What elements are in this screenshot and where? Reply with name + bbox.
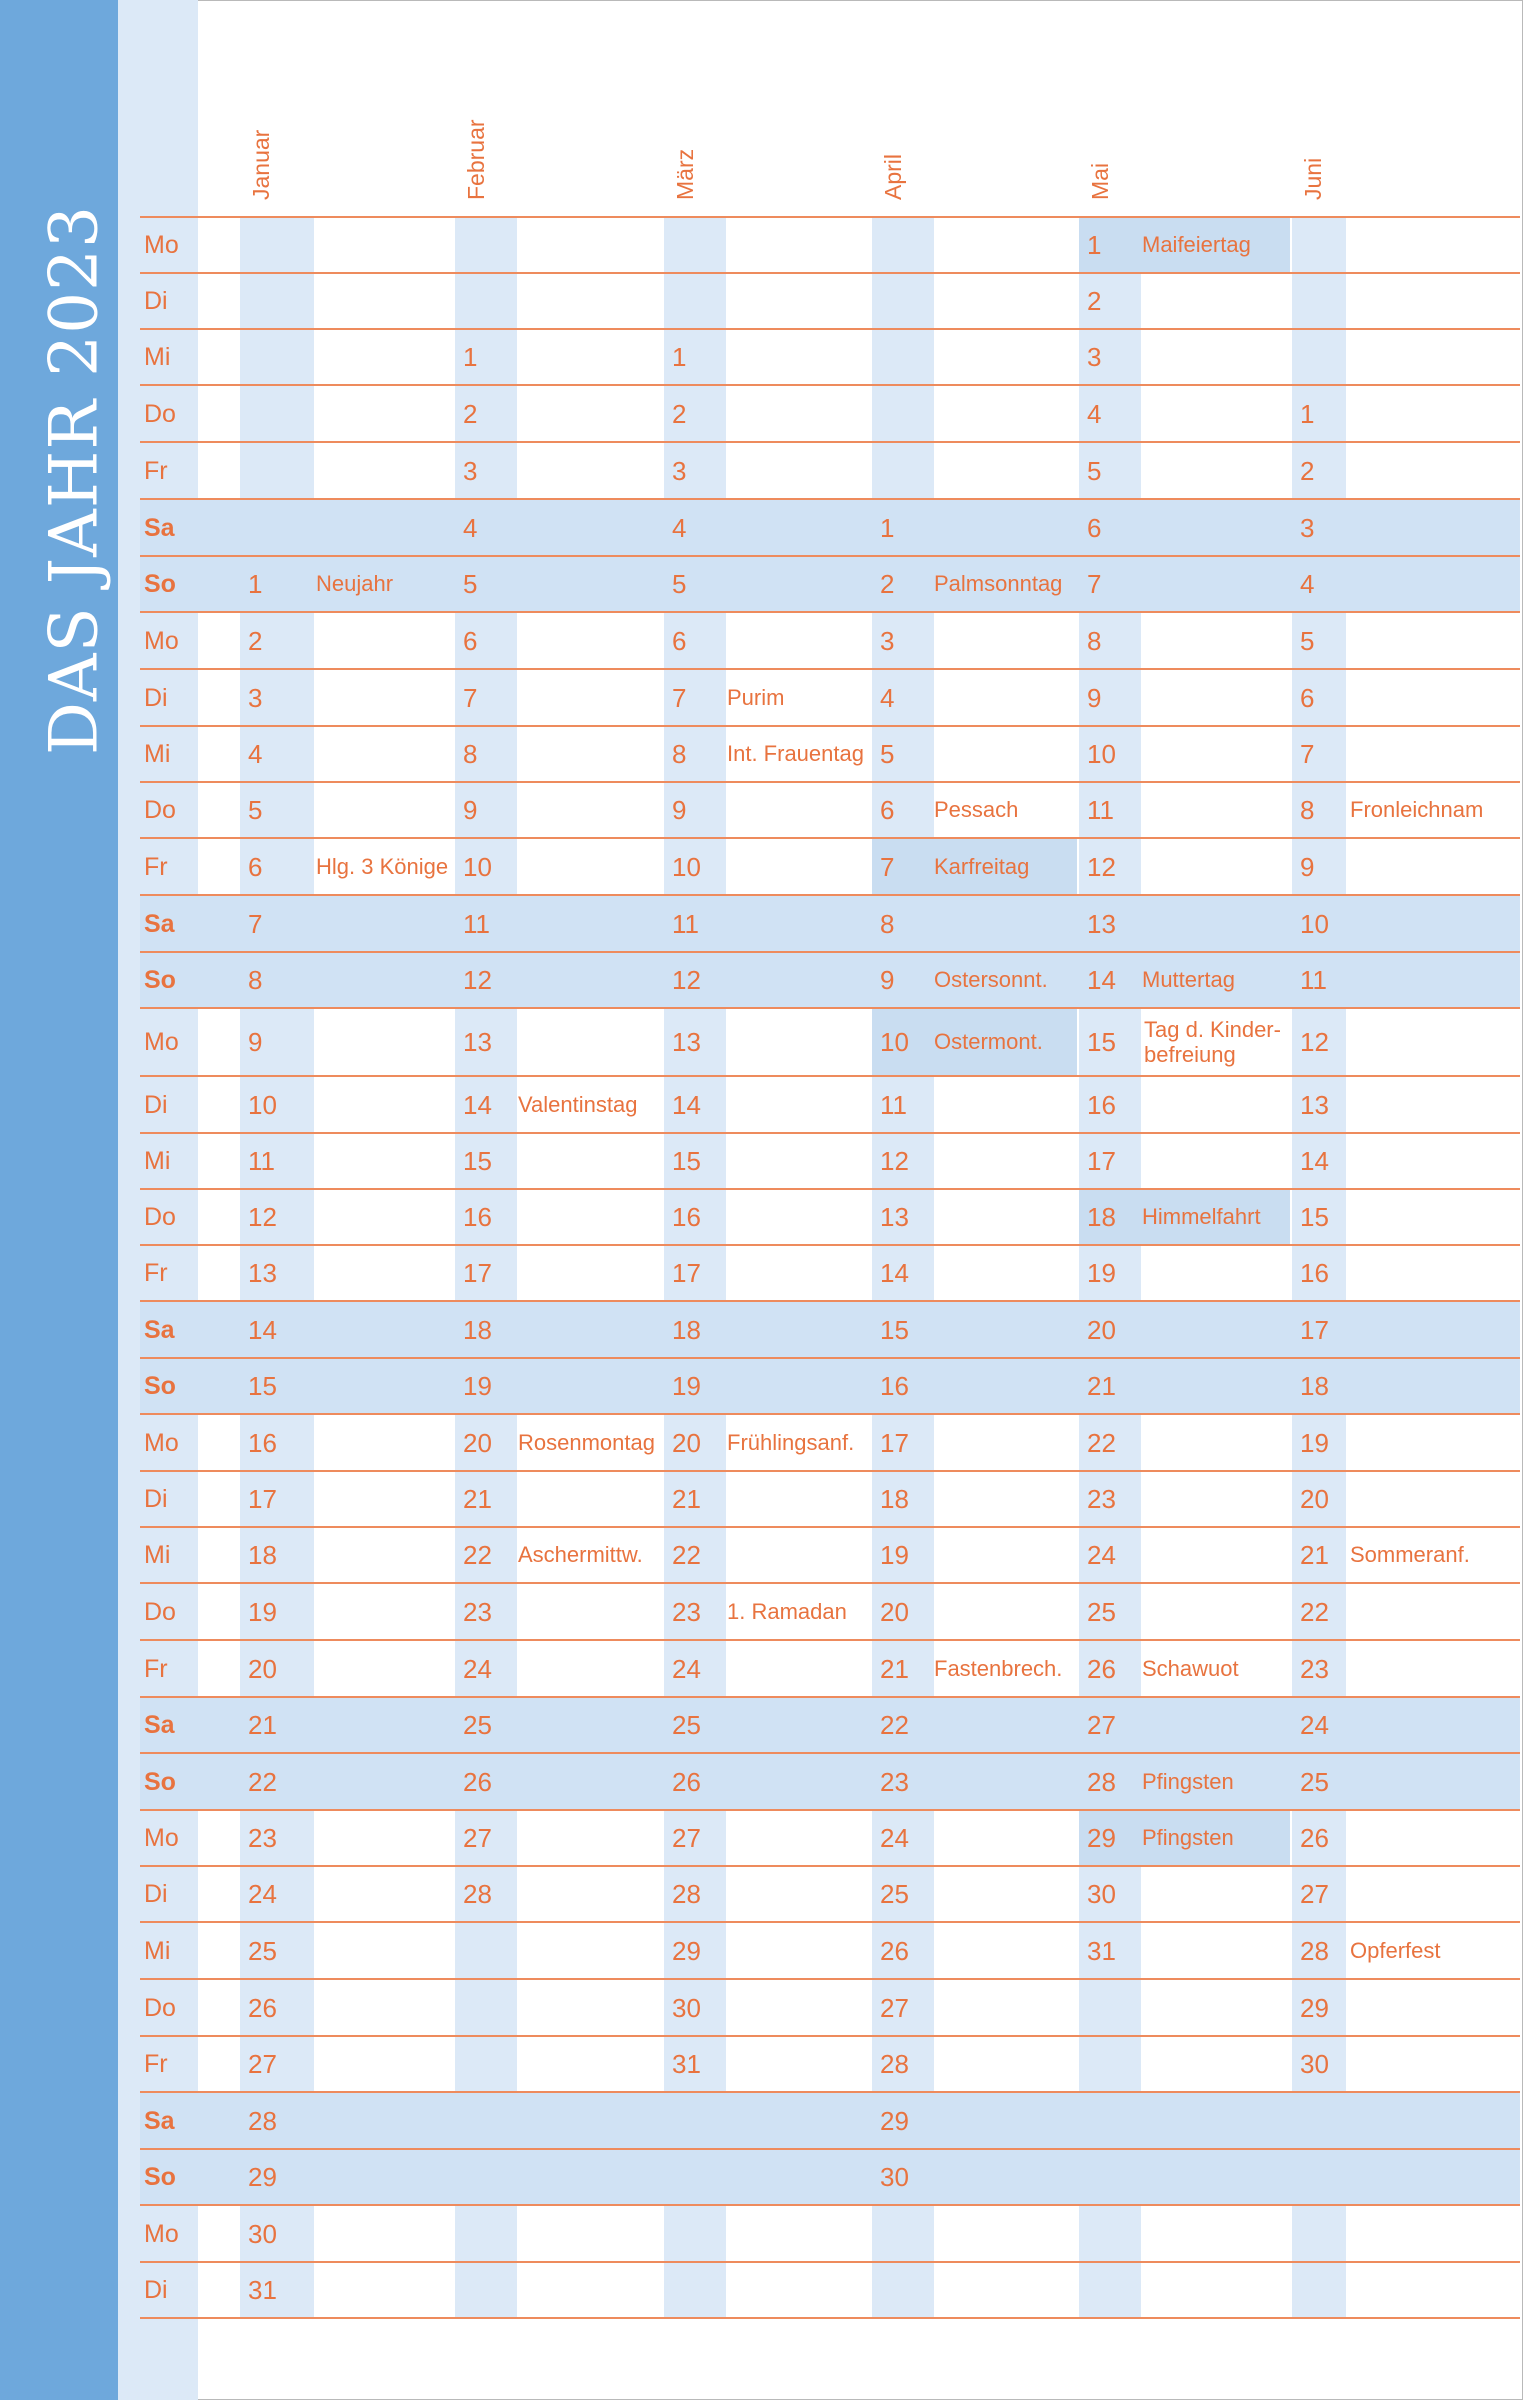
grid-line xyxy=(140,1188,1520,1190)
day-number: 17 xyxy=(1087,1146,1116,1176)
day-number: 30 xyxy=(880,2162,909,2192)
holiday-label: Maifeiertag xyxy=(1142,232,1251,257)
weekday-label: Sa xyxy=(144,909,175,938)
weekday-label: Mo xyxy=(144,2219,179,2248)
day-number: 3 xyxy=(1300,512,1315,543)
day-number: 18 xyxy=(1300,1371,1329,1401)
day-number: 16 xyxy=(463,1202,492,1232)
day-number: 7 xyxy=(672,682,687,713)
day-number: 12 xyxy=(880,1146,909,1176)
grid-line xyxy=(140,2035,1520,2037)
day-number: 29 xyxy=(672,1935,701,1966)
holiday-label: Frühlingsanf. xyxy=(727,1429,855,1455)
day-number: 17 xyxy=(463,1258,492,1288)
weekday-label: Mo xyxy=(144,1028,179,1056)
day-number: 11 xyxy=(463,908,490,939)
day-number: 5 xyxy=(248,795,263,825)
day-number: 19 xyxy=(1087,1258,1116,1288)
weekend-band xyxy=(140,2149,1520,2205)
weekday-label: Di xyxy=(144,1880,168,1908)
day-number: 10 xyxy=(248,1089,277,1120)
day-number: 9 xyxy=(248,1027,263,1057)
day-number: 6 xyxy=(1087,512,1102,543)
weekday-label: Mi xyxy=(144,1541,171,1569)
day-number: 11 xyxy=(1300,965,1327,995)
month-header: Mai xyxy=(1087,162,1113,200)
day-number: 28 xyxy=(1300,1935,1329,1966)
day-number: 2 xyxy=(248,625,263,656)
day-number: 10 xyxy=(880,1027,909,1057)
day-number: 7 xyxy=(1087,569,1102,599)
weekday-label: Di xyxy=(144,683,168,712)
weekday-label: Di xyxy=(144,1090,168,1119)
day-number: 26 xyxy=(672,1766,701,1797)
day-number: 10 xyxy=(1087,739,1116,769)
grid-line xyxy=(140,2091,1520,2093)
grid-line xyxy=(140,555,1520,557)
day-number: 28 xyxy=(1087,1766,1116,1797)
weekday-label: Fr xyxy=(144,456,168,485)
day-number: 24 xyxy=(248,1879,277,1909)
day-number: 28 xyxy=(463,1879,492,1909)
grid-line xyxy=(140,668,1520,670)
day-number: 9 xyxy=(1087,682,1102,713)
day-number: 21 xyxy=(880,1653,909,1684)
day-number: 9 xyxy=(463,795,478,825)
day-number: 3 xyxy=(672,455,687,486)
month-header: April xyxy=(880,153,906,200)
day-number: 21 xyxy=(248,1710,277,1740)
holiday-label xyxy=(1144,1018,1294,1067)
holiday-label: Neujahr xyxy=(316,571,394,596)
weekday-label: Mi xyxy=(144,1147,171,1175)
day-number: 28 xyxy=(880,2049,909,2079)
day-number: 22 xyxy=(248,1766,277,1797)
day-number: 1 xyxy=(672,342,687,372)
day-number: 7 xyxy=(1300,739,1315,769)
day-number: 13 xyxy=(1300,1089,1329,1120)
day-number: 10 xyxy=(1300,908,1329,939)
day-number: 12 xyxy=(1087,851,1116,882)
day-number: 22 xyxy=(880,1710,909,1740)
holiday-label-line: befreiung xyxy=(1144,1041,1236,1067)
day-number: 4 xyxy=(1300,569,1315,599)
day-number: 21 xyxy=(672,1484,701,1514)
weekday-label: Fr xyxy=(144,852,168,881)
holiday-label-line: Tag d. Kinder- xyxy=(1144,1017,1281,1042)
day-number: 8 xyxy=(880,908,895,939)
day-number: 26 xyxy=(1087,1653,1116,1684)
holiday-label: Pfingsten xyxy=(1142,1825,1234,1850)
weekday-label: Sa xyxy=(144,513,175,542)
weekday-label: Mi xyxy=(144,343,171,371)
day-number: 17 xyxy=(672,1258,701,1288)
day-number: 13 xyxy=(248,1258,277,1288)
weekday-label: Do xyxy=(144,1203,176,1231)
day-number: 19 xyxy=(672,1371,701,1401)
day-number: 23 xyxy=(672,1596,701,1627)
weekday-label: Di xyxy=(144,2276,168,2304)
holiday-label: Valentinstag xyxy=(518,1091,638,1117)
grid-line xyxy=(140,1470,1520,1472)
day-number: 14 xyxy=(463,1089,492,1120)
day-number: 4 xyxy=(672,512,687,543)
grid-line xyxy=(140,1639,1520,1641)
day-number: 13 xyxy=(672,1027,701,1057)
grid-line xyxy=(140,1526,1520,1528)
grid-line xyxy=(140,1007,1520,1009)
weekday-label: Fr xyxy=(144,1259,168,1287)
weekday-label: Di xyxy=(144,1485,168,1513)
weekday-label: So xyxy=(144,966,176,994)
day-number: 26 xyxy=(880,1935,909,1966)
day-number: 19 xyxy=(880,1540,909,1570)
day-number: 29 xyxy=(1087,1823,1116,1853)
weekday-label: So xyxy=(144,1372,176,1400)
day-number: 16 xyxy=(1087,1089,1116,1120)
day-number: 30 xyxy=(1300,2049,1329,2079)
day-number: 27 xyxy=(672,1823,701,1853)
weekday-label: Mi xyxy=(144,1936,171,1965)
day-number: 24 xyxy=(1300,1710,1329,1740)
weekday-label: Do xyxy=(144,1993,176,2022)
holiday-label: Palmsonntag xyxy=(934,571,1063,596)
day-number: 23 xyxy=(463,1596,492,1627)
day-number: 21 xyxy=(1300,1540,1329,1570)
holiday-label: Schawuot xyxy=(1142,1655,1239,1681)
day-number: 17 xyxy=(248,1484,277,1514)
month-header: Januar xyxy=(248,129,274,200)
grid-line xyxy=(140,1809,1520,1811)
grid-line xyxy=(140,2317,1520,2319)
grid-line xyxy=(140,1132,1520,1134)
grid-line xyxy=(140,1865,1520,1867)
day-number: 24 xyxy=(880,1823,909,1853)
day-number: 22 xyxy=(1087,1427,1116,1458)
day-number: 16 xyxy=(672,1202,701,1232)
day-number: 5 xyxy=(1300,625,1315,656)
day-number: 18 xyxy=(1087,1202,1116,1232)
day-number: 20 xyxy=(248,1653,277,1684)
grid-line xyxy=(140,272,1520,274)
weekday-label: Do xyxy=(144,1597,176,1626)
day-number: 25 xyxy=(248,1935,277,1966)
page-title: DAS JAHR 2023 xyxy=(35,204,113,756)
day-number: 4 xyxy=(248,739,263,769)
holiday-label: Hlg. 3 Könige xyxy=(316,853,449,879)
day-number: 31 xyxy=(248,2275,277,2305)
day-number: 16 xyxy=(1300,1258,1329,1288)
day-number: 1 xyxy=(463,342,478,372)
grid-line xyxy=(140,1921,1520,1923)
day-number: 4 xyxy=(1087,398,1102,429)
grid-line xyxy=(140,781,1520,783)
day-number: 20 xyxy=(463,1427,492,1458)
day-number: 20 xyxy=(672,1427,701,1458)
day-number: 9 xyxy=(1300,851,1315,882)
month-header: Juni xyxy=(1300,157,1326,200)
day-number: 23 xyxy=(880,1766,909,1797)
day-number: 8 xyxy=(672,739,687,769)
day-number: 6 xyxy=(672,625,687,656)
day-number: 7 xyxy=(880,851,895,882)
holiday-label: Muttertag xyxy=(1142,967,1235,992)
weekday-label: Mo xyxy=(144,231,179,259)
day-number: 18 xyxy=(248,1540,277,1570)
day-number: 2 xyxy=(1087,286,1102,316)
day-number: 5 xyxy=(1087,455,1102,486)
day-number: 28 xyxy=(672,1879,701,1909)
day-number: 6 xyxy=(1300,682,1315,713)
month-header: Februar xyxy=(463,119,489,200)
holiday-label: Sommeranf. xyxy=(1350,1542,1470,1567)
day-number: 15 xyxy=(1087,1027,1116,1057)
day-number: 12 xyxy=(672,965,701,995)
weekday-label: Sa xyxy=(144,2106,175,2135)
grid-line xyxy=(140,2148,1520,2150)
day-number: 19 xyxy=(463,1371,492,1401)
day-number: 27 xyxy=(880,1992,909,2023)
day-number: 29 xyxy=(1300,1992,1329,2023)
day-number: 15 xyxy=(1300,1202,1329,1232)
day-number: 11 xyxy=(880,1089,907,1120)
day-number: 3 xyxy=(1087,342,1102,372)
day-number: 1 xyxy=(1087,230,1102,260)
grid-line xyxy=(140,1413,1520,1415)
day-number: 29 xyxy=(248,2162,277,2192)
day-number: 9 xyxy=(880,965,895,995)
weekday-label: So xyxy=(144,2163,176,2191)
day-number: 7 xyxy=(463,682,478,713)
weekday-label: Mi xyxy=(144,740,171,768)
weekday-label: Mo xyxy=(144,626,179,655)
holiday-label: Purim xyxy=(727,684,785,710)
grid-line xyxy=(140,1582,1520,1584)
month-header: März xyxy=(672,148,698,200)
day-number: 6 xyxy=(463,625,478,656)
grid-line xyxy=(140,1752,1520,1754)
holiday-label: Pfingsten xyxy=(1142,1768,1234,1794)
day-number: 5 xyxy=(463,569,478,599)
day-number: 23 xyxy=(248,1823,277,1853)
day-number: 13 xyxy=(1087,908,1116,939)
grid-line xyxy=(140,951,1520,953)
weekday-label: Fr xyxy=(144,1654,168,1683)
day-number: 18 xyxy=(672,1314,701,1345)
day-number: 5 xyxy=(672,569,687,599)
day-number: 1 xyxy=(248,569,263,599)
weekday-label: Mo xyxy=(144,1824,179,1852)
grid-line xyxy=(140,611,1520,613)
weekday-label: So xyxy=(144,1767,176,1796)
weekday-label: Di xyxy=(144,287,168,315)
day-number: 11 xyxy=(672,908,699,939)
day-number: 14 xyxy=(880,1258,909,1288)
day-number: 30 xyxy=(248,2218,277,2249)
weekend-band xyxy=(140,2092,1520,2149)
grid-line xyxy=(140,837,1520,839)
day-number: 26 xyxy=(1300,1823,1329,1853)
weekday-label: Fr xyxy=(144,2050,168,2078)
day-number: 2 xyxy=(463,398,478,429)
day-number: 20 xyxy=(880,1596,909,1627)
day-number: 4 xyxy=(880,682,895,713)
day-number: 15 xyxy=(880,1314,909,1345)
day-number: 12 xyxy=(463,965,492,995)
grid-line xyxy=(140,498,1520,500)
weekday-label: Sa xyxy=(144,1711,175,1739)
day-number: 6 xyxy=(248,851,263,882)
day-number: 2 xyxy=(880,569,895,599)
day-number: 26 xyxy=(248,1992,277,2023)
weekday-label: So xyxy=(144,570,176,598)
day-number: 22 xyxy=(463,1540,492,1570)
day-number: 19 xyxy=(248,1596,277,1627)
grid-line xyxy=(140,1244,1520,1246)
grid-line xyxy=(140,1696,1520,1698)
day-number: 1 xyxy=(1300,398,1315,429)
holiday-label: Int. Frauentag xyxy=(727,741,864,766)
weekday-label: Mo xyxy=(144,1428,179,1457)
day-number: 14 xyxy=(1300,1146,1329,1176)
day-number: 3 xyxy=(880,625,895,656)
day-number: 3 xyxy=(248,682,263,713)
day-number: 24 xyxy=(463,1653,492,1684)
day-number: 14 xyxy=(672,1089,701,1120)
day-number: 4 xyxy=(463,512,478,543)
day-number: 11 xyxy=(248,1146,275,1176)
day-number: 18 xyxy=(880,1484,909,1514)
day-number: 20 xyxy=(1300,1484,1329,1514)
day-number: 25 xyxy=(880,1879,909,1909)
day-number: 18 xyxy=(463,1314,492,1345)
grid-line xyxy=(140,328,1520,330)
day-number: 8 xyxy=(463,739,478,769)
grid-line xyxy=(140,1357,1520,1359)
grid-line xyxy=(140,441,1520,443)
day-number: 21 xyxy=(463,1484,492,1514)
holiday-label: Karfreitag xyxy=(934,853,1030,879)
grid-line xyxy=(140,1075,1520,1077)
day-number: 10 xyxy=(463,851,492,882)
holiday-label: Rosenmontag xyxy=(518,1429,655,1455)
day-number: 13 xyxy=(880,1202,909,1232)
grid-line xyxy=(140,1300,1520,1302)
day-number: 25 xyxy=(463,1710,492,1740)
holiday-label: Ostermont. xyxy=(934,1029,1043,1054)
day-number: 7 xyxy=(248,908,263,939)
grid-line xyxy=(140,2261,1520,2263)
day-number: 27 xyxy=(1300,1879,1329,1909)
day-number: 15 xyxy=(248,1371,277,1401)
day-number: 31 xyxy=(672,2049,701,2079)
day-number: 31 xyxy=(1087,1935,1116,1966)
day-number: 20 xyxy=(1087,1314,1116,1345)
grid-line xyxy=(140,216,1520,218)
day-number: 30 xyxy=(672,1992,701,2023)
day-number: 15 xyxy=(672,1146,701,1176)
day-number: 25 xyxy=(1087,1596,1116,1627)
day-number: 24 xyxy=(1087,1540,1116,1570)
day-number: 19 xyxy=(1300,1427,1329,1458)
day-number: 26 xyxy=(463,1766,492,1797)
day-number: 5 xyxy=(880,739,895,769)
day-number: 16 xyxy=(248,1427,277,1458)
grid-line xyxy=(140,894,1520,896)
day-number: 12 xyxy=(1300,1027,1329,1057)
grid-line xyxy=(140,384,1520,386)
holiday-label: Pessach xyxy=(934,797,1019,822)
day-number: 17 xyxy=(1300,1314,1329,1345)
day-number: 1 xyxy=(880,512,895,543)
holiday-label: Himmelfahrt xyxy=(1142,1204,1261,1229)
day-number: 27 xyxy=(248,2049,277,2079)
weekday-label: Do xyxy=(144,399,176,428)
weekday-label: Sa xyxy=(144,1315,175,1344)
day-number: 11 xyxy=(1087,795,1114,825)
day-number: 2 xyxy=(672,398,687,429)
day-number: 30 xyxy=(1087,1879,1116,1909)
holiday-label: Aschermittw. xyxy=(518,1542,643,1567)
day-number: 28 xyxy=(248,2105,277,2136)
day-number: 23 xyxy=(1087,1484,1116,1514)
day-number: 8 xyxy=(248,965,263,995)
holiday-label: Fastenbrech. xyxy=(934,1655,1063,1681)
day-number: 27 xyxy=(1087,1710,1116,1740)
holiday-label: Fronleichnam xyxy=(1350,797,1484,822)
day-number: 25 xyxy=(1300,1766,1329,1797)
day-number: 9 xyxy=(672,795,687,825)
day-number: 10 xyxy=(672,851,701,882)
day-number: 25 xyxy=(672,1710,701,1740)
day-number: 22 xyxy=(672,1540,701,1570)
day-number: 22 xyxy=(1300,1596,1329,1627)
weekday-label: Do xyxy=(144,796,176,824)
day-number: 17 xyxy=(880,1427,909,1458)
holiday-label: 1. Ramadan xyxy=(727,1598,847,1624)
day-number: 14 xyxy=(1087,965,1116,995)
grid-line xyxy=(140,2204,1520,2206)
day-number: 15 xyxy=(463,1146,492,1176)
day-number: 29 xyxy=(880,2105,909,2136)
day-number: 14 xyxy=(248,1314,277,1345)
day-number: 2 xyxy=(1300,455,1315,486)
grid-line xyxy=(140,725,1520,727)
holiday-label: Opferfest xyxy=(1350,1937,1441,1963)
day-number: 23 xyxy=(1300,1653,1329,1684)
day-number: 16 xyxy=(880,1371,909,1401)
day-number: 27 xyxy=(463,1823,492,1853)
day-number: 24 xyxy=(672,1653,701,1684)
day-number: 21 xyxy=(1087,1371,1116,1401)
day-number: 3 xyxy=(463,455,478,486)
holiday-label: Ostersonnt. xyxy=(934,967,1048,992)
day-number: 8 xyxy=(1300,795,1315,825)
day-number: 8 xyxy=(1087,625,1102,656)
day-number: 12 xyxy=(248,1202,277,1232)
day-number: 13 xyxy=(463,1027,492,1057)
day-number: 6 xyxy=(880,795,895,825)
grid-line xyxy=(140,1978,1520,1980)
